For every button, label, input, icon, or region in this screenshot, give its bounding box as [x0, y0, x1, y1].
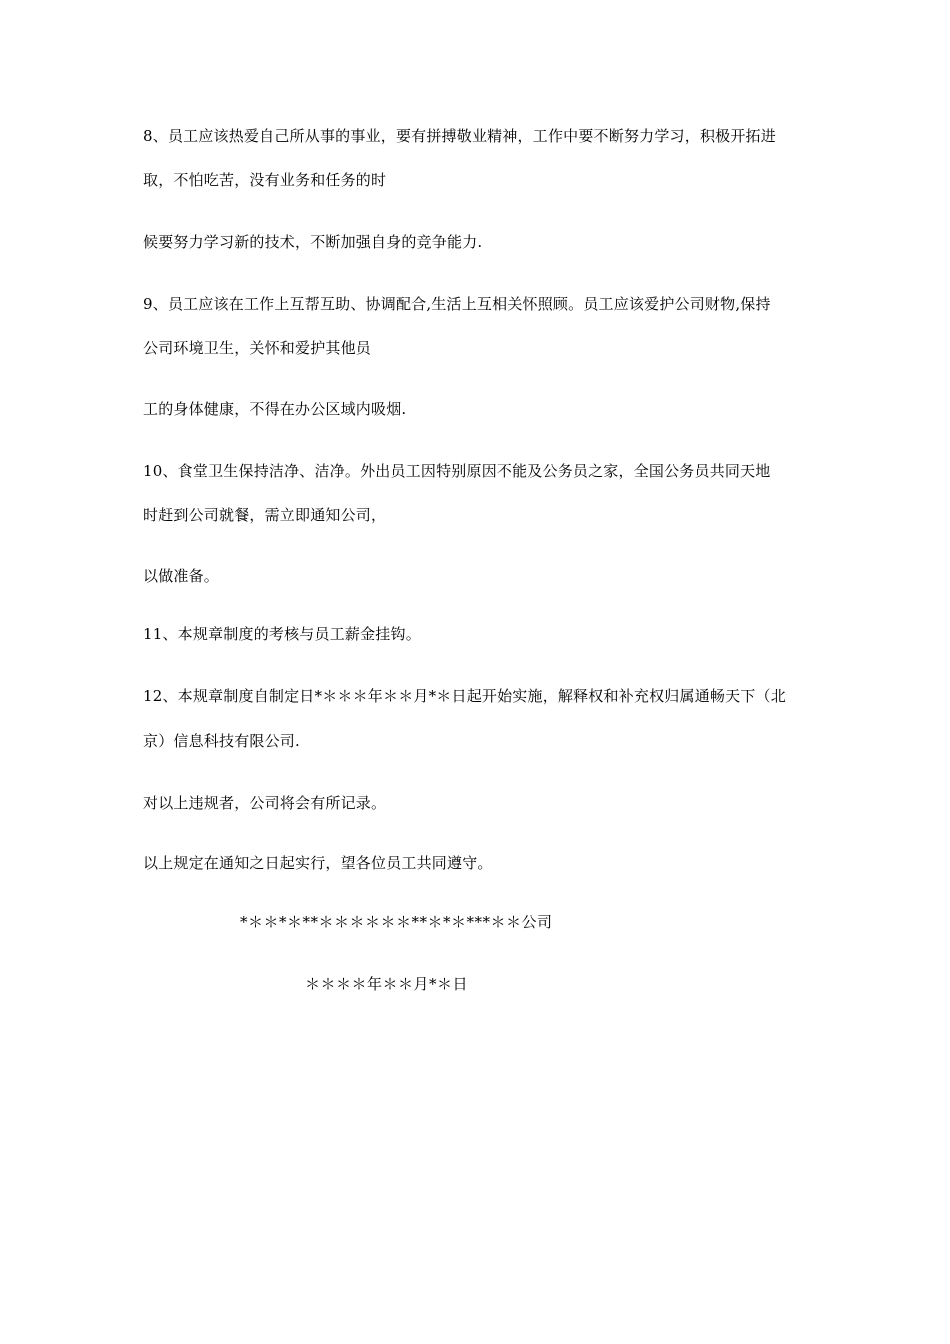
- rule-8-line-3: 候要努力学习新的技术，不断加强自身的竞争能力.: [143, 233, 483, 251]
- rule-9-line-3: 工的身体健康，不得在办公区域内吸烟.: [143, 400, 407, 418]
- signature-date: ＊＊＊＊年＊＊月*＊日: [305, 975, 469, 993]
- rule-8-line-1: 8、员工应该热爱自己所从事的事业，要有拼搏敬业精神，工作中要不断努力学习，积极开拓进: [143, 127, 776, 145]
- rule-11: 11、本规章制度的考核与员工薪金挂钩。: [143, 625, 421, 643]
- violation-note: 对以上违规者，公司将会有所记录。: [143, 794, 387, 812]
- rule-9-line-1: 9、员工应该在工作上互帮互助、协调配合,生活上互相关怀照顾。员工应该爱护公司财物,保持: [143, 295, 771, 313]
- rule-9-line-2: 公司环境卫生，关怀和爱护其他员: [143, 339, 372, 357]
- rule-12-line-2: 京）信息科技有限公司.: [143, 732, 300, 750]
- rule-10-line-3: 以做准备。: [143, 567, 220, 585]
- rule-10-line-2: 时赶到公司就餐，需立即通知公司，: [143, 506, 387, 524]
- signature-company: *＊＊*＊**＊＊＊＊＊＊**＊*＊***＊＊公司: [240, 913, 553, 931]
- effective-note: 以上规定在通知之日起实行，望各位员工共同遵守。: [143, 854, 493, 872]
- rule-8-line-2: 取，不怕吃苦，没有业务和任务的时: [143, 171, 387, 189]
- rule-12-line-1: 12、本规章制度自制定日*＊＊＊年＊＊月*＊日起开始实施，解释权和补充权归属通畅天下（北: [143, 687, 786, 705]
- rule-10-line-1: 10、食堂卫生保持洁净、洁净。外出员工因特别原因不能及公务员之家，全国公务员共同天地: [143, 462, 771, 480]
